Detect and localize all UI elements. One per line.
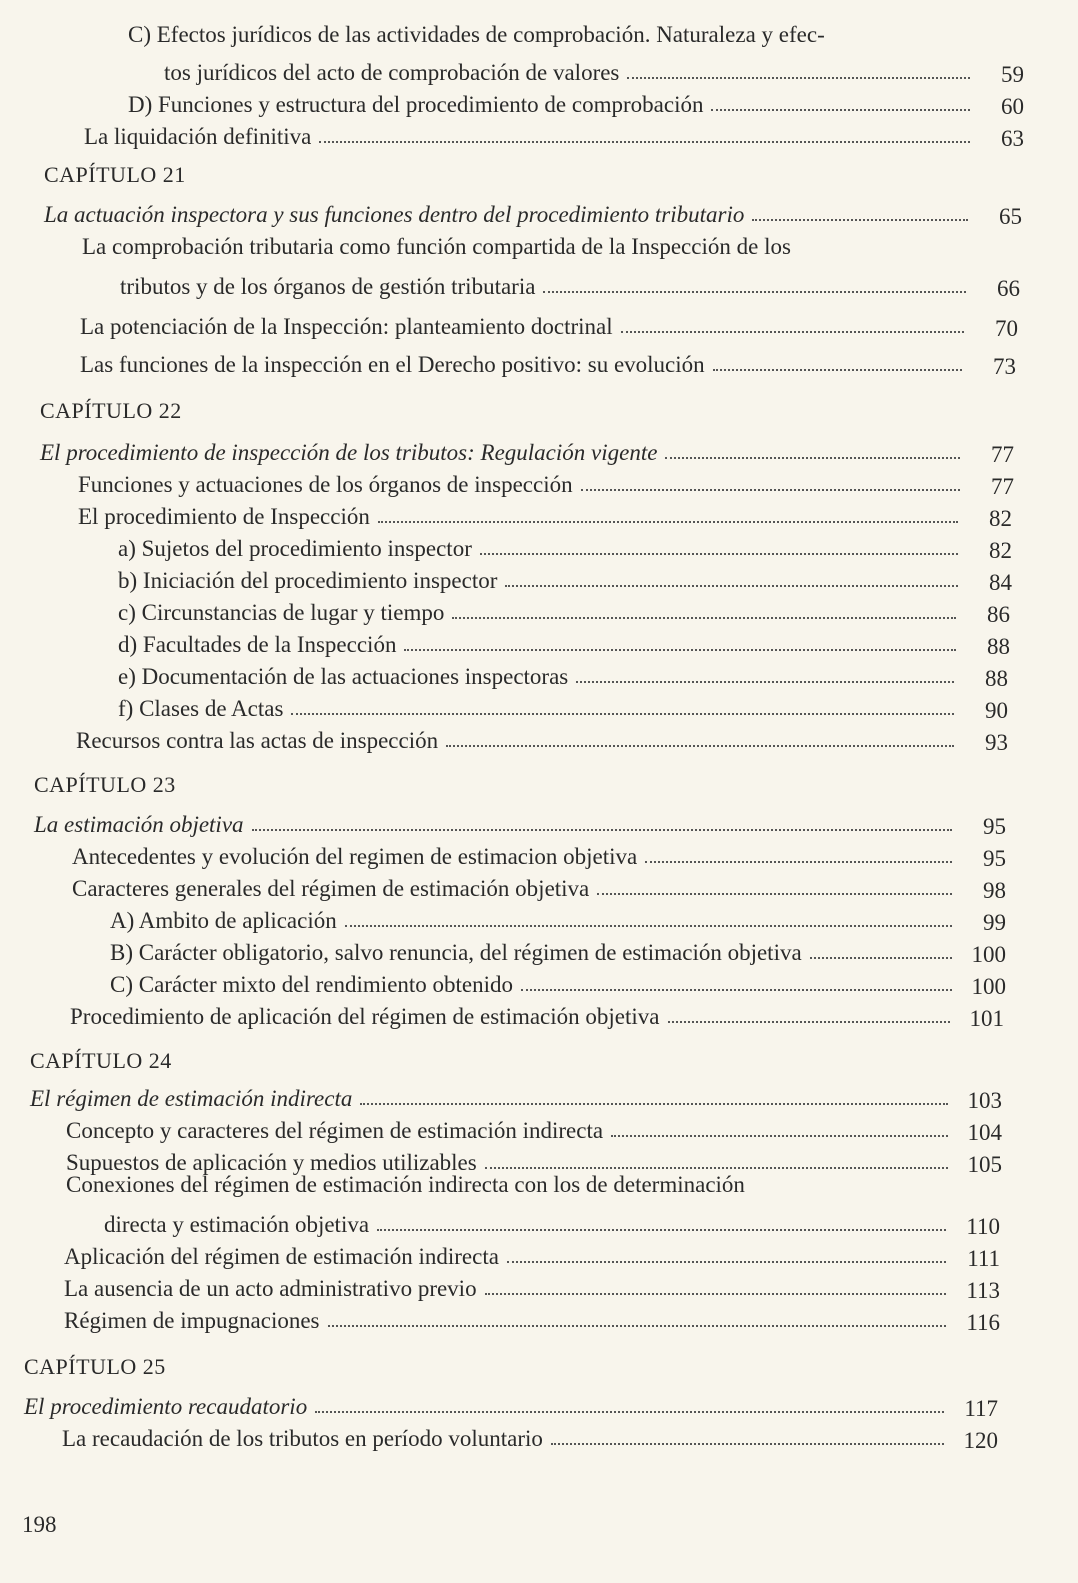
dot-leader bbox=[377, 1229, 946, 1231]
dot-leader bbox=[291, 713, 954, 715]
dot-leader bbox=[452, 617, 956, 619]
chapter-label bbox=[30, 1042, 172, 1074]
toc-entry-text: La estimación objetiva bbox=[34, 812, 244, 837]
chapter-title bbox=[40, 434, 1014, 466]
dot-leader bbox=[576, 681, 954, 683]
chapter-label-text: CAPÍTULO 21 bbox=[44, 162, 186, 187]
toc-entry-text: La liquidación definitiva bbox=[84, 124, 312, 149]
chapter-label bbox=[34, 766, 176, 798]
toc-entry-text: Concepto y caracteres del régimen de estimación indirecta bbox=[66, 1118, 604, 1143]
toc-page-number: 59 bbox=[1001, 62, 1024, 87]
toc-page-number: 111 bbox=[967, 1246, 1000, 1271]
toc-entry-text: Supuestos de aplicación y medios utilizables bbox=[66, 1150, 477, 1175]
toc-entry bbox=[118, 626, 1010, 658]
dot-leader bbox=[810, 957, 952, 959]
toc-entry bbox=[118, 530, 1012, 562]
toc-page-number: 88 bbox=[985, 666, 1008, 691]
toc-entry bbox=[70, 998, 1004, 1030]
toc-entry-text: b) Iniciación del procedimiento inspector bbox=[118, 568, 498, 593]
dot-leader bbox=[507, 1261, 946, 1263]
toc-page-number: 120 bbox=[963, 1428, 998, 1453]
chapter-label-text: CAPÍTULO 22 bbox=[40, 398, 182, 423]
toc-entry-text: tos jurídicos del acto de comprobación de valores bbox=[164, 60, 620, 85]
toc-page-number: 60 bbox=[1001, 94, 1024, 119]
toc-entry bbox=[66, 1112, 1002, 1144]
chapter-label bbox=[40, 392, 182, 424]
dot-leader bbox=[621, 331, 964, 333]
toc-entry-text: La comprobación tributaria como función compartida de la Inspección de los bbox=[82, 234, 791, 259]
toc-entry-text: C) Carácter mixto del rendimiento obtenido bbox=[110, 972, 514, 997]
toc-entry bbox=[128, 86, 1024, 118]
toc-entry bbox=[62, 1420, 998, 1452]
toc-page-number: 104 bbox=[967, 1120, 1002, 1145]
dot-leader bbox=[404, 649, 956, 651]
toc-entry bbox=[80, 346, 1016, 378]
toc-entry-text: directa y estimación objetiva bbox=[104, 1212, 370, 1237]
toc-entry bbox=[118, 690, 1008, 722]
toc-page-number: 95 bbox=[983, 846, 1006, 871]
toc-page-number: 99 bbox=[983, 910, 1006, 935]
toc-entry bbox=[78, 498, 1012, 530]
dot-leader bbox=[485, 1293, 946, 1295]
toc-entry-text: La potenciación de la Inspección: planteamiento doctrinal bbox=[80, 314, 613, 339]
toc-page-number: 93 bbox=[985, 730, 1008, 755]
toc-entry-text: Conexiones del régimen de estimación indirecta con los de determinación bbox=[66, 1172, 745, 1197]
toc-page-number: 105 bbox=[967, 1152, 1002, 1177]
toc-page-number: 100 bbox=[971, 974, 1006, 999]
toc-entry bbox=[104, 1206, 1000, 1238]
toc-entry-text: B) Carácter obligatorio, salvo renuncia, del régimen de estimación objetiva bbox=[110, 940, 802, 965]
toc-entry bbox=[110, 902, 1006, 934]
toc-page-number: 116 bbox=[966, 1310, 1000, 1335]
toc-entry bbox=[110, 934, 1006, 966]
toc-entry bbox=[72, 870, 1006, 902]
toc-entry-text: tributos y de los órganos de gestión tributaria bbox=[120, 274, 536, 299]
chapter-label-text: CAPÍTULO 25 bbox=[24, 1354, 166, 1379]
toc-page-number: 82 bbox=[989, 538, 1012, 563]
dot-leader bbox=[668, 1021, 951, 1023]
toc-entry-continued bbox=[128, 22, 825, 48]
chapter-label bbox=[24, 1348, 166, 1380]
chapter-title bbox=[30, 1080, 1002, 1112]
chapter-label bbox=[44, 156, 186, 188]
toc-entry-text: Régimen de impugnaciones bbox=[64, 1308, 320, 1333]
toc-entry-text: El procedimiento de Inspección bbox=[78, 504, 370, 529]
toc-entry-text: El régimen de estimación indirecta bbox=[30, 1086, 353, 1111]
toc-entry-text: A) Ambito de aplicación bbox=[110, 908, 337, 933]
toc-entry-text: f) Clases de Actas bbox=[118, 696, 284, 721]
toc-page-number: 66 bbox=[997, 276, 1020, 301]
toc-entry-text: Caracteres generales del régimen de estimación objetiva bbox=[72, 876, 590, 901]
chapter-title bbox=[24, 1388, 998, 1420]
toc-page-number: 117 bbox=[964, 1396, 998, 1421]
toc-page-number: 88 bbox=[987, 634, 1010, 659]
dot-leader bbox=[627, 77, 970, 79]
toc-entry-text: a) Sujetos del procedimiento inspector bbox=[118, 536, 472, 561]
chapter-label-text: CAPÍTULO 24 bbox=[30, 1048, 172, 1073]
toc-page-number: 73 bbox=[993, 354, 1016, 379]
toc-entry bbox=[118, 594, 1010, 626]
toc-entry-text: Antecedentes y evolución del regimen de estimacion objetiva bbox=[72, 844, 638, 869]
toc-entry-text: La actuación inspectora y sus funciones dentro del procedimiento tributario bbox=[44, 202, 745, 227]
toc-page-number: 103 bbox=[967, 1088, 1002, 1113]
toc-entry-text: C) Efectos jurídicos de las actividades de comprobación. Naturaleza y efec- bbox=[128, 22, 825, 47]
dot-leader bbox=[521, 989, 952, 991]
toc-page-number: 70 bbox=[995, 316, 1018, 341]
toc-entry-text: Aplicación del régimen de estimación indirecta bbox=[64, 1244, 499, 1269]
dot-leader bbox=[252, 829, 952, 831]
footer-page-number: 198 bbox=[22, 1512, 57, 1537]
dot-leader bbox=[551, 1443, 944, 1445]
toc-page-number: 90 bbox=[985, 698, 1008, 723]
dot-leader bbox=[597, 893, 952, 895]
toc-entry-text: Procedimiento de aplicación del régimen de estimación objetiva bbox=[70, 1004, 660, 1029]
dot-leader bbox=[315, 1411, 944, 1413]
toc-entry-continued bbox=[66, 1172, 745, 1198]
toc-page-number: 77 bbox=[991, 474, 1014, 499]
toc-entry bbox=[64, 1302, 1000, 1334]
toc-entry bbox=[164, 54, 1024, 86]
toc-entry bbox=[118, 562, 1012, 594]
toc-page-number: 98 bbox=[983, 878, 1006, 903]
toc-entry-text: Las funciones de la inspección en el Derecho positivo: su evolución bbox=[80, 352, 705, 377]
toc-entry-text: c) Circunstancias de lugar y tiempo bbox=[118, 600, 445, 625]
toc-entry-continued bbox=[82, 234, 791, 260]
dot-leader bbox=[713, 369, 962, 371]
dot-leader bbox=[345, 925, 952, 927]
dot-leader bbox=[752, 219, 968, 221]
toc-page-number: 95 bbox=[983, 814, 1006, 839]
toc-entry-text: Funciones y actuaciones de los órganos de inspección bbox=[78, 472, 573, 497]
toc-page-number: 101 bbox=[969, 1006, 1004, 1031]
dot-leader bbox=[505, 585, 958, 587]
dot-leader bbox=[611, 1135, 948, 1137]
toc-page-number: 113 bbox=[966, 1278, 1000, 1303]
chapter-title bbox=[44, 196, 1022, 228]
dot-leader bbox=[319, 141, 970, 143]
dot-leader bbox=[378, 521, 958, 523]
toc-page-number: 82 bbox=[989, 506, 1012, 531]
dot-leader bbox=[711, 109, 970, 111]
chapter-label-text: CAPÍTULO 23 bbox=[34, 772, 176, 797]
toc-entry bbox=[64, 1270, 1000, 1302]
dot-leader bbox=[360, 1103, 948, 1105]
toc-entry-text: e) Documentación de las actuaciones inspectoras bbox=[118, 664, 569, 689]
dot-leader bbox=[581, 489, 960, 491]
dot-leader bbox=[485, 1167, 948, 1169]
toc-entry bbox=[72, 838, 1006, 870]
toc-entry-text: El procedimiento de inspección de los tributos: Regulación vigente bbox=[40, 440, 658, 465]
toc-page-number: 110 bbox=[966, 1214, 1000, 1239]
toc-entry-text: El procedimiento recaudatorio bbox=[24, 1394, 308, 1419]
toc-entry bbox=[78, 466, 1014, 498]
toc-page-number: 63 bbox=[1001, 126, 1024, 151]
toc-entry bbox=[84, 118, 1024, 150]
toc-page-number: 86 bbox=[987, 602, 1010, 627]
toc-page-number: 84 bbox=[989, 570, 1012, 595]
dot-leader bbox=[328, 1325, 947, 1327]
toc-entry bbox=[64, 1238, 1000, 1270]
dot-leader bbox=[446, 745, 954, 747]
toc-entry-text: D) Funciones y estructura del procedimiento de comprobación bbox=[128, 92, 704, 117]
toc-entry-text: d) Facultades de la Inspección bbox=[118, 632, 397, 657]
dot-leader bbox=[480, 553, 958, 555]
dot-leader bbox=[665, 457, 960, 459]
toc-entry-text: La recaudación de los tributos en período voluntario bbox=[62, 1426, 543, 1451]
toc-entry-text: Recursos contra las actas de inspección bbox=[76, 728, 439, 753]
toc-entry-text: La ausencia de un acto administrativo previo bbox=[64, 1276, 477, 1301]
toc-entry bbox=[118, 658, 1008, 690]
toc-page-number: 77 bbox=[991, 442, 1014, 467]
dot-leader bbox=[645, 861, 952, 863]
toc-entry bbox=[80, 308, 1018, 340]
toc-entry bbox=[76, 722, 1008, 754]
toc-entry bbox=[110, 966, 1006, 998]
toc-entry bbox=[120, 268, 1020, 300]
chapter-title bbox=[34, 806, 1006, 838]
toc-page-number: 65 bbox=[999, 204, 1022, 229]
dot-leader bbox=[543, 291, 966, 293]
toc-page-number: 100 bbox=[971, 942, 1006, 967]
